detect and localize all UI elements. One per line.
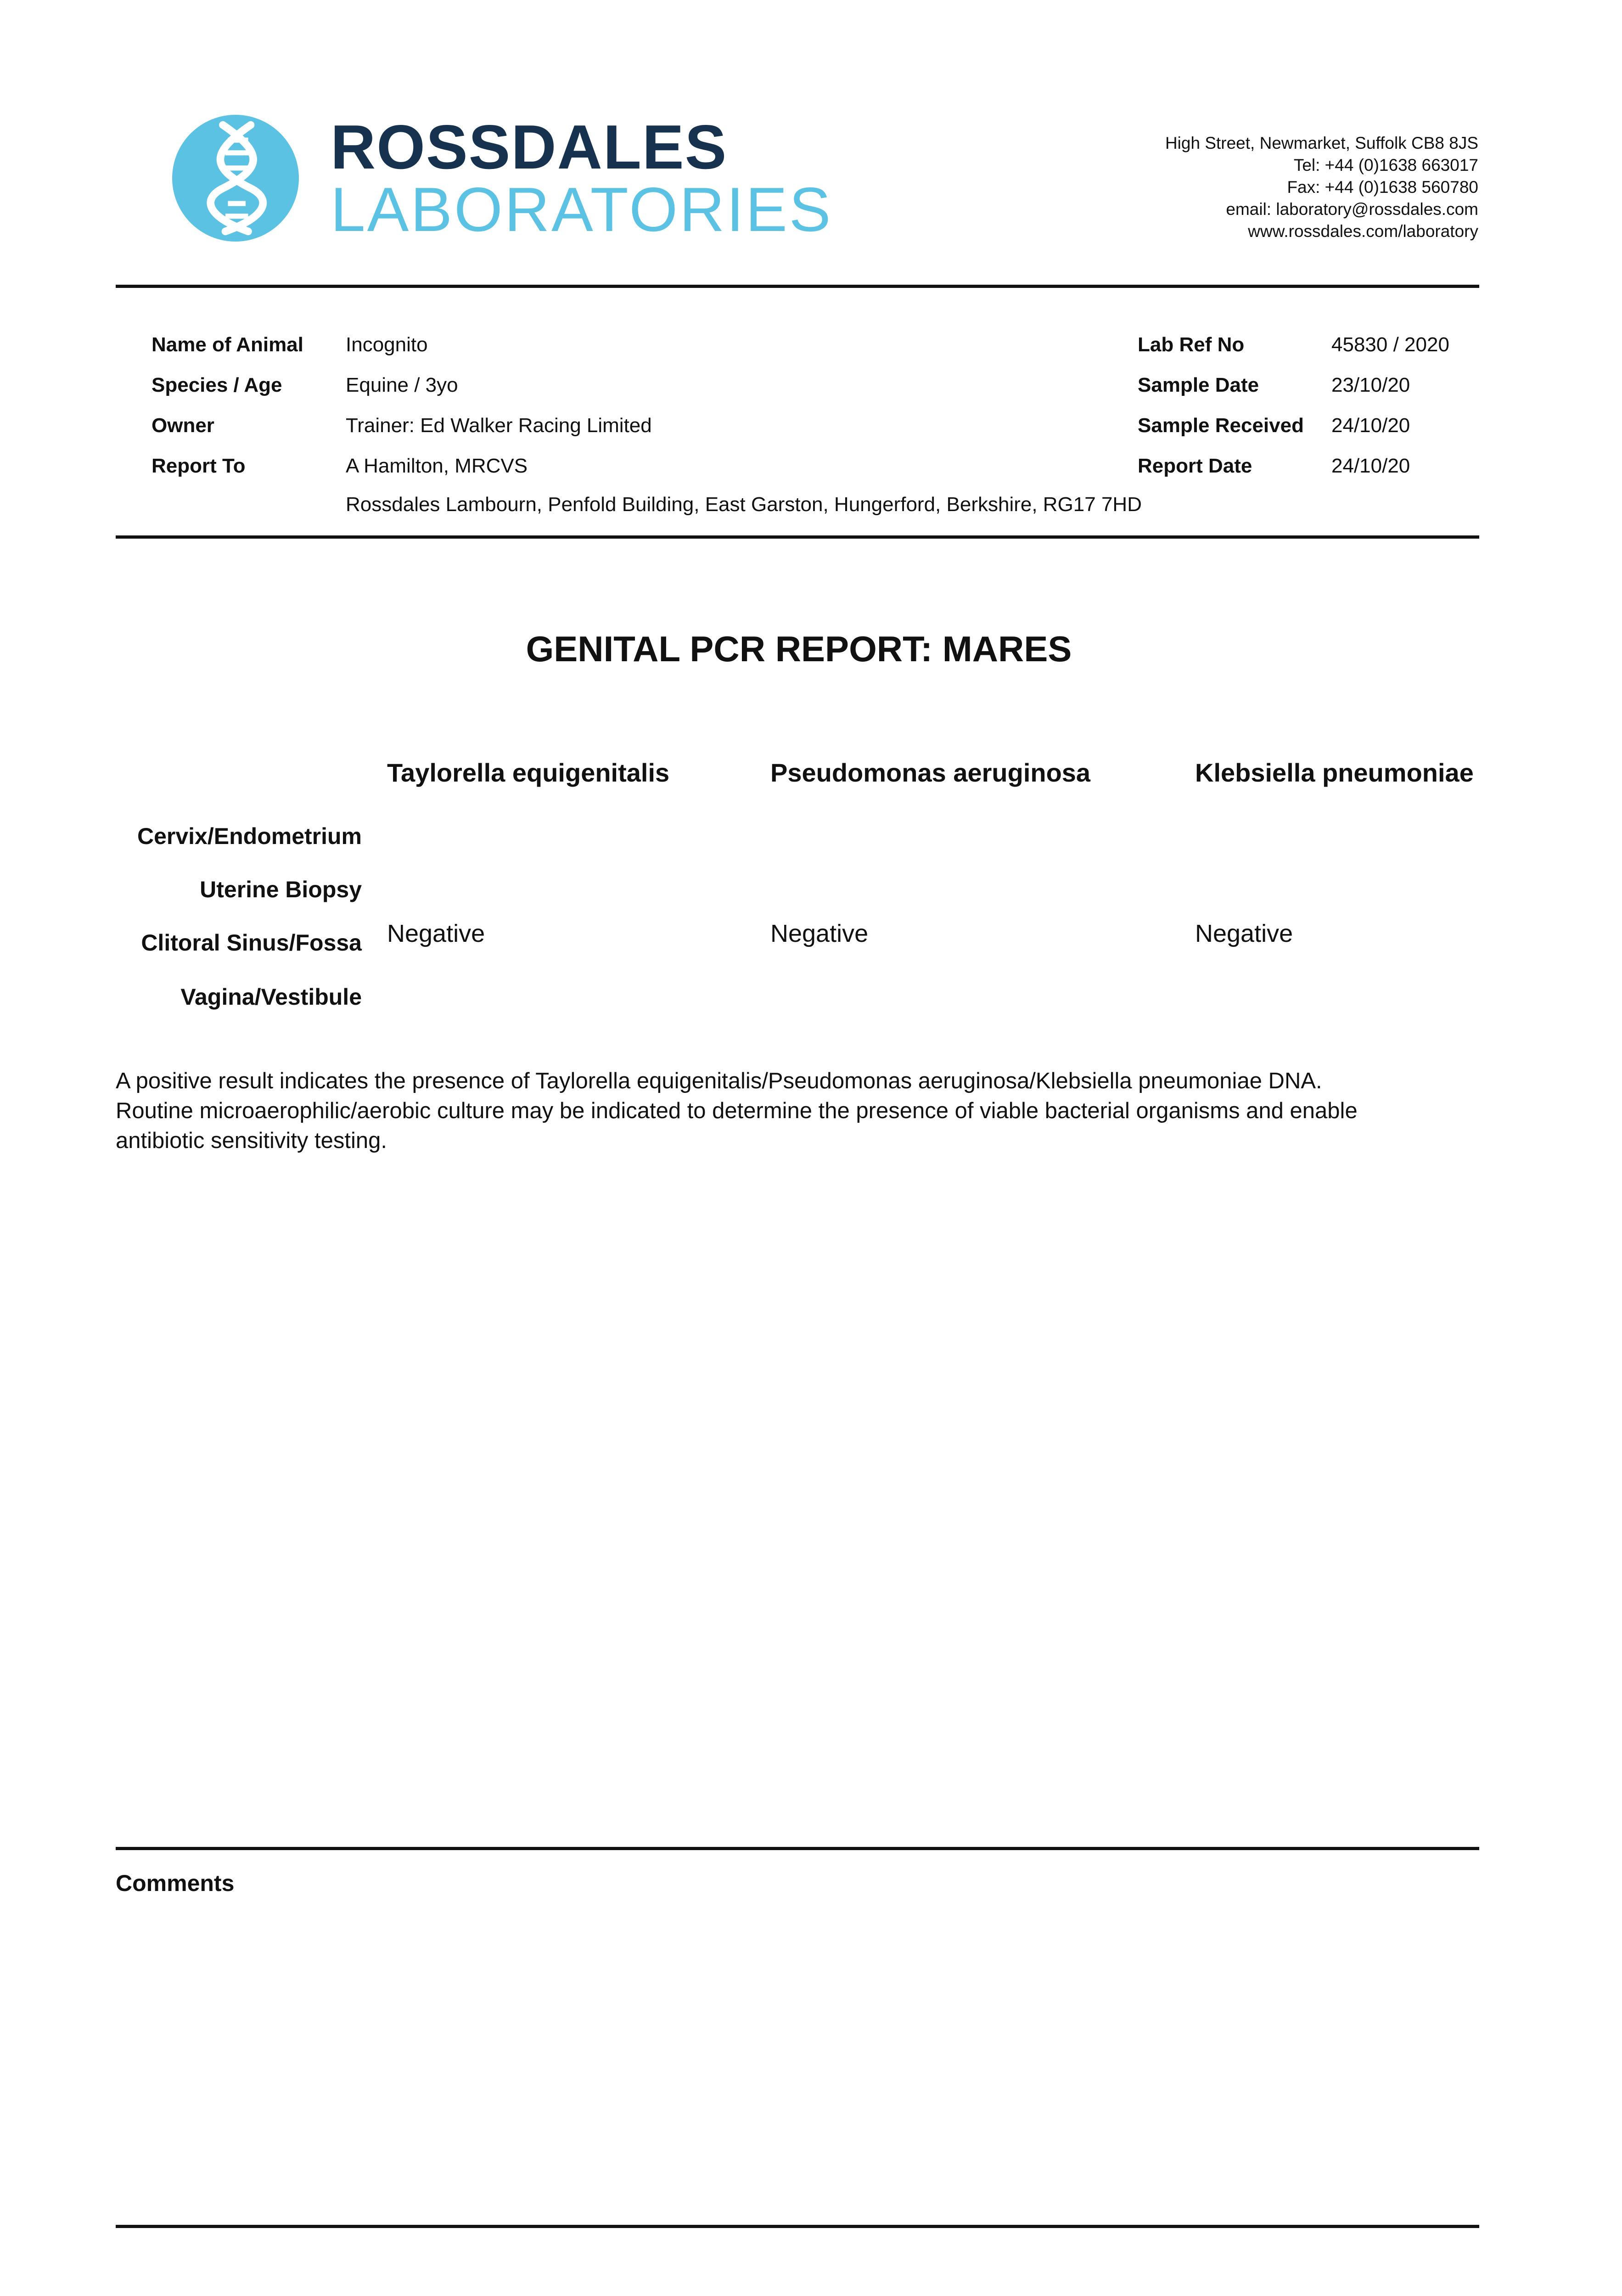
interpretation-note (116, 1066, 1484, 1156)
dna-helix-icon (172, 115, 299, 242)
report-date-label: Report Date (1138, 455, 1252, 477)
row-label-uterine-biopsy: Uterine Biopsy (200, 877, 362, 902)
divider (116, 1847, 1479, 1850)
report-to-label: Report To (152, 455, 246, 477)
lab-ref-value: 45830 / 2020 (1331, 333, 1449, 356)
result-klebsiella-clitoral: Negative (1195, 920, 1293, 947)
result-taylorella-clitoral: Negative (387, 920, 485, 947)
owner-label: Owner (152, 414, 214, 437)
note-line: Routine microaerophilic/aerobic culture may be indicated to determine the presence of viable bacterial organisms and enable (116, 1098, 1358, 1123)
row-label-clitoral-sinus-fossa: Clitoral Sinus/Fossa (141, 930, 362, 956)
report-to-address: Rossdales Lambourn, Penfold Building, East Garston, Hungerford, Berkshire, RG17 7HD (346, 493, 1142, 516)
comments-label: Comments (116, 1870, 235, 1896)
contact-tel: Tel: +44 (0)1638 663017 (1293, 156, 1478, 174)
sample-received-value: 24/10/20 (1331, 414, 1410, 437)
divider (116, 2225, 1479, 2228)
contact-website: www.rossdales.com/laboratory (1248, 222, 1478, 241)
sample-date-label: Sample Date (1138, 374, 1259, 396)
species-age-value: Equine / 3yo (346, 374, 458, 396)
species-age-label: Species / Age (152, 374, 282, 396)
sample-received-label: Sample Received (1138, 414, 1304, 437)
column-header-pseudomonas: Pseudomonas aeruginosa (770, 758, 1091, 787)
owner-value: Trainer: Ed Walker Racing Limited (346, 414, 652, 437)
column-header-klebsiella: Klebsiella pneumoniae (1195, 758, 1474, 787)
report-date-value: 24/10/20 (1331, 455, 1410, 477)
report-to-value: A Hamilton, MRCVS (346, 455, 528, 477)
brand-subtitle: LABORATORIES (331, 174, 833, 244)
name-of-animal-label: Name of Animal (152, 333, 303, 356)
note-line: antibiotic sensitivity testing. (116, 1128, 387, 1153)
column-header-taylorella: Taylorella equigenitalis (387, 758, 670, 787)
divider (116, 285, 1479, 288)
lab-ref-label: Lab Ref No (1138, 333, 1245, 356)
contact-block (1165, 132, 1478, 242)
divider (116, 535, 1479, 539)
row-label-vagina-vestibule: Vagina/Vestibule (180, 984, 362, 1010)
name-of-animal-value: Incognito (346, 333, 428, 356)
note-line: A positive result indicates the presence of Taylorella equigenitalis/Pseudomonas aeruginosa/Klebsiella pneumoniae DNA. (116, 1069, 1322, 1093)
result-pseudomonas-clitoral: Negative (770, 920, 869, 947)
report-title: GENITAL PCR REPORT: MARES (526, 629, 1072, 669)
contact-fax: Fax: +44 (0)1638 560780 (1287, 178, 1478, 197)
contact-email: email: laboratory@rossdales.com (1226, 200, 1478, 219)
contact-address: High Street, Newmarket, Suffolk CB8 8JS (1165, 134, 1478, 152)
row-label-cervix-endometrium: Cervix/Endometrium (137, 823, 362, 849)
brand-name: ROSSDALES (331, 112, 728, 182)
sample-date-value: 23/10/20 (1331, 374, 1410, 396)
